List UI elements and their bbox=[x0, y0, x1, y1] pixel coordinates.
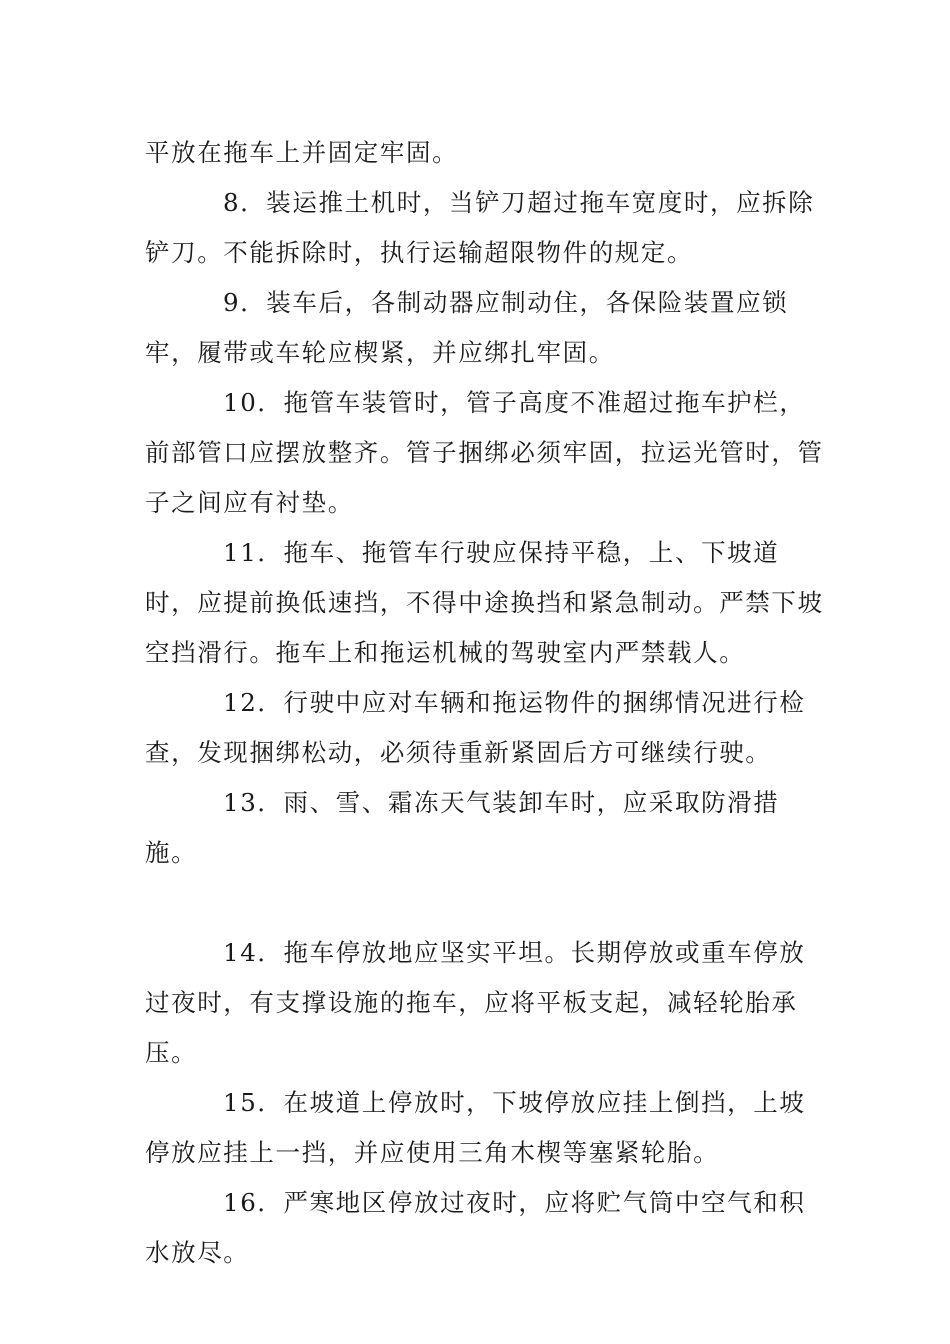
paragraph-item-9: 9．装车后，各制动器应制动住，各保险装置应锁牢，履带或车轮应楔紧，并应绑扎牢固。 bbox=[145, 288, 789, 367]
paragraph-item-16: 16．严寒地区停放过夜时，应将贮气筒中空气和积水放尽。 bbox=[145, 1188, 806, 1267]
paragraph-gap bbox=[145, 878, 825, 928]
paragraph-continuation: 平放在拖车上并固定牢固。 bbox=[145, 138, 459, 167]
paragraph-item-15: 15．在坡道上停放时，下坡停放应挂上倒挡，上坡停放应挂上一挡，并应使用三角木楔等塞紧轮胎。 bbox=[145, 1088, 806, 1167]
paragraph-item-14: 14．拖车停放地应坚实平坦。长期停放或重车停放过夜时，有支撑设施的拖车，应将平板支起，减轻轮胎承压。 bbox=[145, 938, 806, 1067]
document-body bbox=[145, 128, 825, 1278]
paragraph-item-10: 10．拖管车装管时，管子高度不准超过拖车护栏，前部管口应摆放整齐。管子捆绑必须牢固，拉运光管时，管子之间应有衬垫。 bbox=[145, 388, 824, 517]
paragraph-item-11: 11．拖车、拖管车行驶应保持平稳，上、下坡道时，应提前换低速挡，不得中途换挡和紧急制动。严禁下坡空挡滑行。拖车上和拖运机械的驾驶室内严禁载人。 bbox=[145, 538, 824, 667]
paragraph-item-8: 8．装运推土机时，当铲刀超过拖车宽度时，应拆除铲刀。不能拆除时，执行运输超限物件的规定。 bbox=[145, 188, 815, 267]
paragraph-item-12: 12．行驶中应对车辆和拖运物件的捆绑情况进行检查，发现捆绑松动，必须待重新紧固后方可继续行驶。 bbox=[145, 688, 806, 767]
paragraph-item-13: 13．雨、雪、霜冻天气装卸车时，应采取防滑措施。 bbox=[145, 788, 780, 867]
